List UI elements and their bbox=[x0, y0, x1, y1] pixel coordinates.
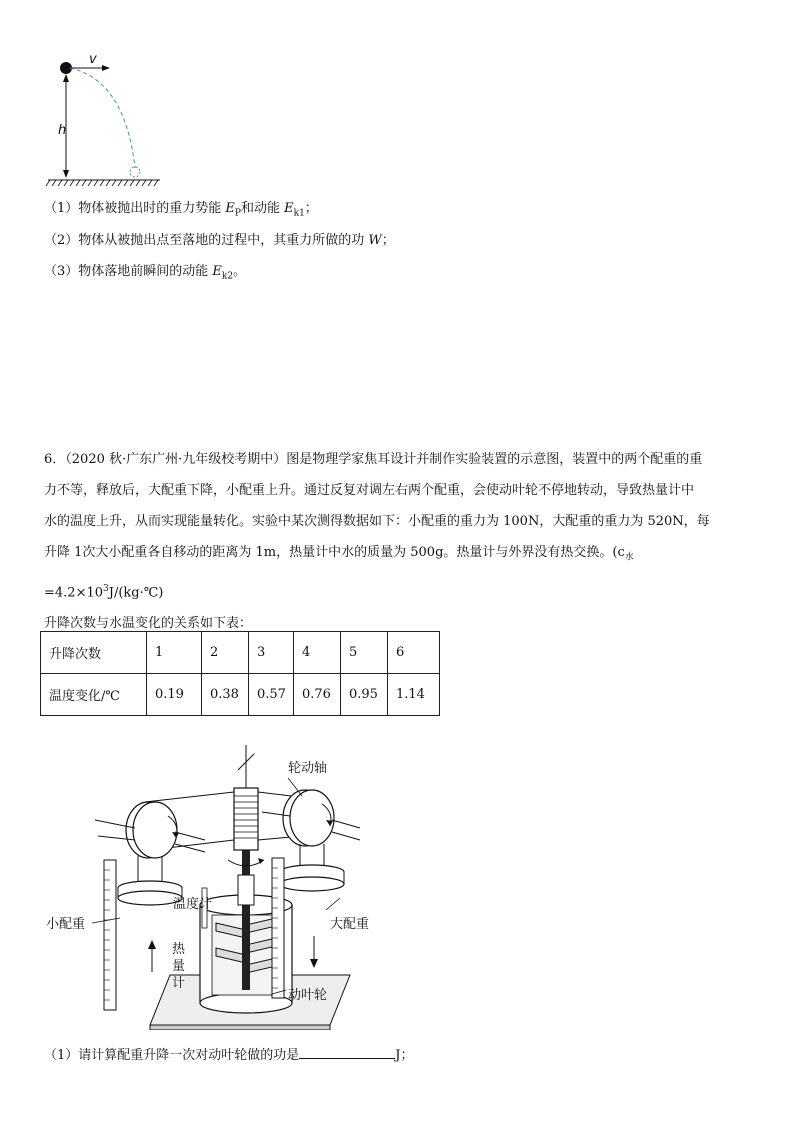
large-weight-label: 大配重 bbox=[330, 917, 370, 932]
height-label: h bbox=[58, 123, 67, 138]
q5-part3-prefix: （3）物体落地前瞬间的动能 bbox=[44, 264, 213, 279]
table-cell: 4 bbox=[294, 632, 341, 674]
problem6-line4-text: 升降 1次大小配重各自移动的距离为 1m，热量计中水的质量为 500g。热量计与外界没有热交换。(c bbox=[44, 545, 625, 560]
q5-part3-sub1: k2 bbox=[221, 271, 234, 282]
q5-part1-prefix: （1）物体被抛出时的重力势能 bbox=[44, 201, 226, 216]
q5-part1-sym1: E bbox=[225, 201, 235, 216]
ground-hatch bbox=[46, 180, 158, 186]
velocity-arrowhead bbox=[102, 65, 110, 71]
problem6-line1: 6．（2020 秋·广东广州·九年级校考期中）图是物理学家焦耳设计并制作实验装置的示意图，装置中的两个配重的重 bbox=[44, 452, 703, 467]
table-cell: 0.76 bbox=[294, 674, 341, 716]
table-cell: 2 bbox=[202, 632, 249, 674]
table-cell: 1.14 bbox=[388, 674, 440, 716]
q5-part2-prefix: （2）物体从被抛出点至落地的过程中，其重力所做的功 bbox=[44, 233, 369, 248]
q5-part1-sub2: k1 bbox=[293, 208, 305, 219]
table-cell: 0.95 bbox=[341, 674, 388, 716]
velocity-label: v bbox=[89, 52, 97, 67]
answer-blank[interactable] bbox=[299, 1046, 395, 1059]
table-cell: 0.19 bbox=[147, 674, 202, 716]
data-table bbox=[40, 631, 440, 716]
table-cell: 6 bbox=[388, 632, 440, 674]
axle-label: 轮动轴 bbox=[288, 761, 328, 776]
q5-part1-sym2: E bbox=[284, 201, 294, 216]
q5-part1-mid: 和动能 bbox=[240, 201, 285, 216]
calorimeter-label-2: 量 bbox=[172, 959, 186, 974]
problem6-line5 bbox=[44, 574, 764, 608]
left-ruler bbox=[104, 860, 116, 1010]
calorimeter-label-3: 计 bbox=[172, 976, 186, 991]
projectile-figure bbox=[40, 50, 180, 190]
shaft-break bbox=[238, 745, 254, 788]
q6-part1-prefix: （1）请计算配重升降一次对动叶轮做的功是 bbox=[44, 1048, 300, 1063]
problem6-line2: 力不等，释放后，大配重下降，小配重上升。通过反复对调左右两个配重，会使动叶轮不停地转动，导致热量计中 bbox=[44, 483, 695, 498]
q6-part1-suffix: J； bbox=[395, 1048, 414, 1063]
q5-part3 bbox=[44, 263, 246, 286]
table-cell: 1 bbox=[147, 632, 202, 674]
central-shaft bbox=[242, 835, 250, 990]
table-cell: 3 bbox=[249, 632, 294, 674]
table-cell: 5 bbox=[341, 632, 388, 674]
problem6-line5-post: J/(kg·℃) bbox=[108, 584, 164, 600]
q5-part1-suffix: ； bbox=[304, 201, 318, 216]
problem6-line4 bbox=[44, 537, 764, 574]
trajectory-curve bbox=[70, 68, 135, 168]
small-weight-label: 小配重 bbox=[46, 917, 86, 932]
landing-ball bbox=[130, 167, 140, 177]
calorimeter-label-1: 热 bbox=[172, 942, 186, 957]
problem6-text bbox=[44, 444, 764, 639]
q5-part3-sym1: E bbox=[212, 264, 222, 279]
impeller-label: 动叶轮 bbox=[288, 988, 328, 1003]
q5-part1-sub1: P bbox=[234, 208, 241, 219]
table-header-cell: 升降次数 bbox=[41, 632, 147, 674]
joule-apparatus-figure bbox=[40, 740, 400, 1030]
q6-part1 bbox=[44, 1046, 414, 1065]
problem6-line3: 水的温度上升，从而实现能量转化。实验中某次测得数据如下：小配重的重力为 100N，大配重的重力为 520N，每 bbox=[44, 514, 710, 529]
table-row bbox=[41, 632, 440, 674]
q5-part2-suffix: ； bbox=[381, 233, 395, 248]
problem6-line5-sup: 3 bbox=[103, 583, 109, 594]
q5-part3-suffix: 。 bbox=[233, 264, 247, 279]
table-cell: 0.57 bbox=[249, 674, 294, 716]
table-row bbox=[41, 674, 440, 716]
q5-part2 bbox=[44, 232, 395, 250]
table-header-cell: 温度变化/℃ bbox=[41, 674, 147, 716]
height-arrow-down bbox=[63, 170, 69, 178]
height-arrow-up bbox=[63, 74, 69, 82]
problem6-line5-pre: =4.2×10 bbox=[44, 584, 104, 600]
table-cell: 0.38 bbox=[202, 674, 249, 716]
q5-part1 bbox=[44, 200, 318, 223]
problem6-line4-sub: 水 bbox=[624, 552, 634, 563]
winding-drum bbox=[234, 788, 258, 850]
thermometer-label: 温度计 bbox=[173, 897, 213, 912]
table-intro: 升降次数与水温变化的关系如下表： bbox=[44, 615, 253, 631]
q5-part2-sym1: W bbox=[368, 233, 382, 248]
